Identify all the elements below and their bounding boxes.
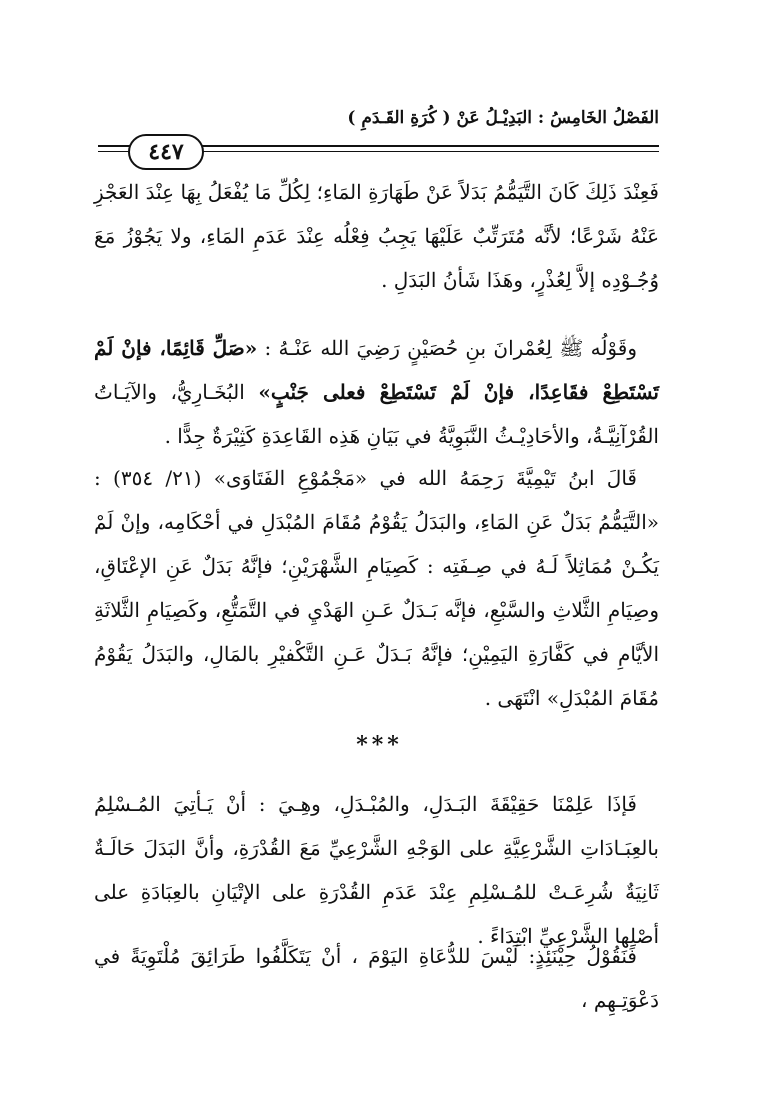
paragraph-substitute-definition: فَإذَا عَلِمْنَا حَقِيْقَةَ البَـدَلِ، والمُبْـدَلِ، وهِـيَ : أنْ يَـأتِيَ المُـسْلِمُ بالعِبَـادَاتِ الشَّرْعِيَّةِ على الوَجْهِ الشَّرْعِيِّ مَعَ القُدْرَةِ، وأنَّ البَدَلَ حَالَـةٌ ثَانِيَةٌ شُرِعَـتْ للمُـسْلِمِ عِنْدَ عَدَمِ القُدْرَةِ على الإتْيَانِ بالعِبَادَةِ على أصْلِها الشَّرْعِيِّ ابْتِدَاءً .	[94, 792, 659, 948]
paragraph-ibn-taymiyyah-quote: قَالَ ابنُ تَيْمِيَّةَ رَحِمَهُ الله في «مَجْمُوْعِ الفَتَاوَى» (٢١/ ٣٥٤) : «التَّيَمُّمُ بَدَلٌ عَنِ المَاءِ، والبَدَلُ يَقُوْمُ مُقَامَ المُبْدَلِ في أحْكَامِه، وإنْ لَمْ يَكُـنْ مُمَاثِلاً لَـهُ في صِـفَتِه : كَصِيَامِ الشَّهْرَيْنِ؛ فإنَّهُ بَدَلٌ عَنِ الإعْتَاقِ، وصِيَامِ الثَّلاثِ والسَّبْعِ، فإنَّه بَـدَلٌ عَـنِ الهَدْيِ في التَّمَتُّعِ، وكَصِيَامِ الثَّلاثَةِ الأيَّامِ في كَفَّارَةِ اليَمِيْنِ؛ فإنَّهُ بَـدَلٌ عَـنِ التَّكْفيْرِ بالمَالِ، والبَدَلُ يَقُوْمُ مُقَامَ المُبْدَلِ» انْتَهَى .	[94, 466, 659, 710]
hadith-intro: وقَوْلُه ﷺ لِعُمْرانَ بنِ حُصَيْنٍ رَضِيَ الله عَنْـهُ :	[257, 336, 637, 360]
page-number: ٤٤٧	[128, 134, 204, 170]
paragraph-tayammum-substitute: فَعِنْدَ ذَلِكَ كَانَ التَّيَمُّمُ بَدَلاً عَنْ طَهَارَةِ المَاءِ؛ لِكُلِّ مَا يُفْعَلُ بِهَا عِنْدَ العَجْزِ عَنْهُ شَرْعًا؛ لأنَّه مُتَرَتِّبٌ عَلَيْهَا يَجِبُ فِعْلُه عِنْدَ عَدَمِ المَاءِ، ولا يَجُوْزُ مَعَ وُجُـوْدِه إلاَّ لِعُذْرٍ، وهَذَا شَأنُ البَدَلِ .	[94, 180, 659, 292]
hadith-quote: «صَلِّ قَائِمًا، فإنْ لَمْ تَسْتَطِعْ فقَاعِدًا، فإنْ لَمْ تَسْتَطِعْ فعلى جَنْبٍ»	[94, 336, 660, 404]
paragraph-conclusion: فَنَقُوْلُ حِيْنَئِذٍ: لَيْسَ للدُّعَاةِ اليَوْمَ ، أنْ يَتَكَلَّفُوا طَرَائِقَ مُلْتَوِيَةً في دَعْوَتِـهِم ،	[94, 944, 659, 1012]
chapter-running-head: الفَصْلُ الخَامِسُ : البَدِيْـلُ عَنْ ( كُرَةِ القَـدَمِ )	[347, 108, 659, 128]
hadith-source: البُخَـارِيُّ، والآيَـاتُ القُرْآنِيَّـةُ، والأحَادِيْـثُ النَّبَوِيَّةُ في بَيَانِ هَذِه القَاعِدَةِ كَثِيْرَةٌ جِدًّا .	[94, 380, 659, 448]
paragraph-hadith-imran	[94, 326, 659, 458]
section-separator: ***	[356, 732, 403, 758]
